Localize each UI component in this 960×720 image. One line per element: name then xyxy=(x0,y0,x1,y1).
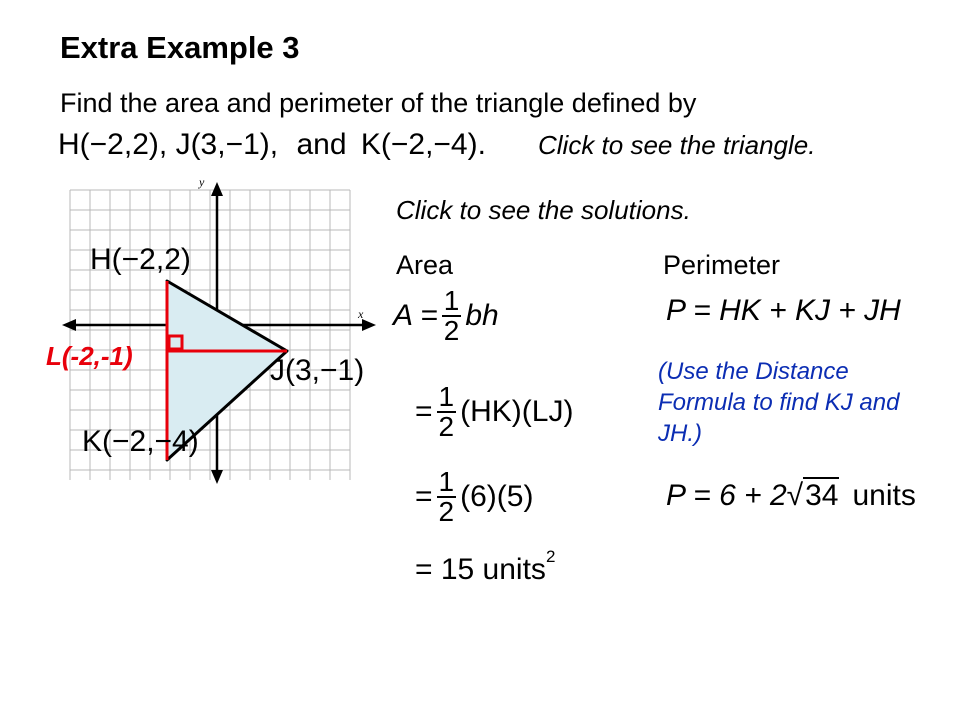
label-j: J(3,−1) xyxy=(270,354,365,387)
point-j: J(3,−1), xyxy=(175,128,279,161)
perimeter-heading: Perimeter xyxy=(663,250,781,280)
square-root: √34 xyxy=(786,479,839,512)
point-k: K(−2,−4). xyxy=(360,128,486,161)
perimeter-result xyxy=(666,479,916,513)
area-result: = 15 units$^2$ xyxy=(415,547,556,586)
area-line-1 xyxy=(393,287,499,345)
perimeter-result-prefix: P = 6 + 2 xyxy=(666,479,787,512)
distance-formula-hint: (Use the Distance Formula to find KJ and JH.) xyxy=(658,358,900,447)
and-word: and xyxy=(296,128,347,161)
perimeter-units: units xyxy=(852,479,916,512)
x-axis-label: x xyxy=(358,307,364,321)
label-k: K(−2,−4) xyxy=(82,425,199,458)
show-triangle-link[interactable]: Click to see the triangle. xyxy=(538,130,816,160)
show-solutions-link[interactable]: Click to see the solutions. xyxy=(396,195,691,225)
radicand: 34 xyxy=(805,479,839,512)
area-line-3-rhs: (6)(5) xyxy=(460,480,534,513)
area-line-1-rhs: bh xyxy=(465,299,499,332)
fraction-one-half: $\frac{1}{2}$ xyxy=(438,381,455,442)
label-h: H(−2,2) xyxy=(90,243,191,276)
fraction-one-half: $\frac{1}{2}$ xyxy=(443,285,460,346)
area-line-1-lhs: A = xyxy=(393,299,438,332)
area-line-2-rhs: (HK)(LJ) xyxy=(460,395,574,428)
points-line xyxy=(58,128,486,162)
y-axis-label: y xyxy=(199,175,205,189)
perimeter-formula: P = HK + KJ + JH xyxy=(666,294,901,327)
label-l: L(-2,-1) xyxy=(46,341,133,371)
area-exponent: 2 xyxy=(545,547,556,566)
area-line-3: = $\frac{1}{2}$ (6)(5) xyxy=(415,466,534,527)
page-title: Extra Example 3 xyxy=(60,30,300,65)
area-heading: Area xyxy=(396,250,454,280)
fraction-one-half: $\frac{1}{2}$ xyxy=(438,466,455,527)
problem-statement: Find the area and perimeter of the triangle defined by xyxy=(60,88,697,118)
point-h: H(−2,2), xyxy=(58,128,168,161)
area-line-2: = $\frac{1}{2}$ (HK)(LJ) xyxy=(415,381,574,442)
